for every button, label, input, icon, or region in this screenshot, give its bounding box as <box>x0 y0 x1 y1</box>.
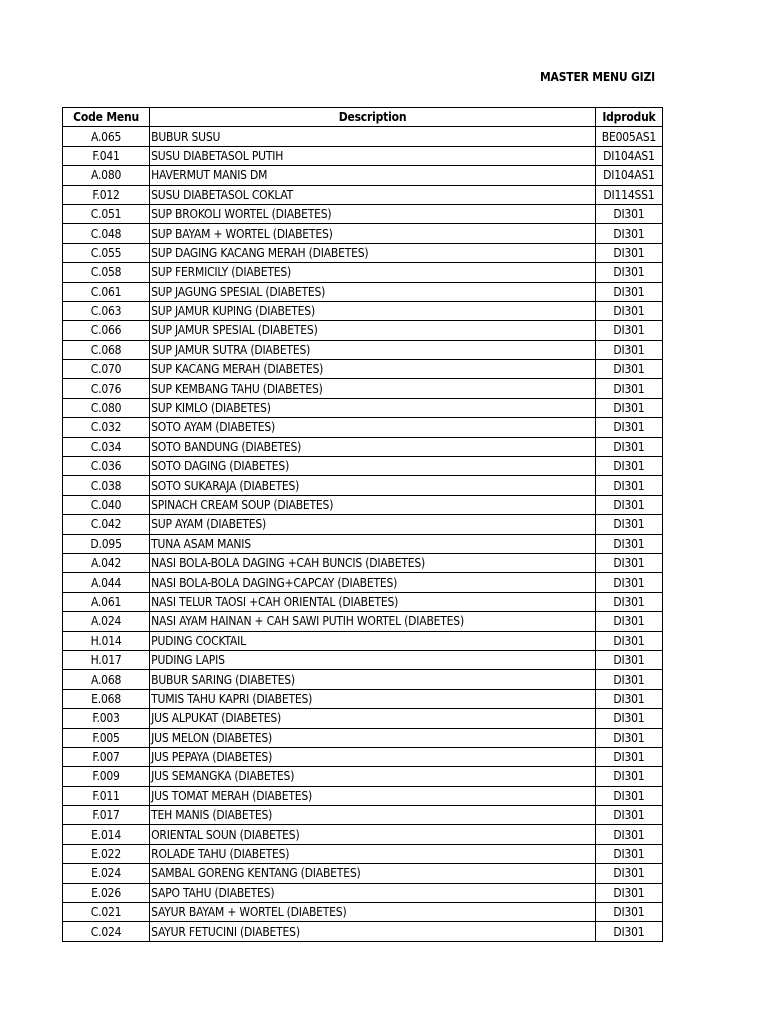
idproduk-cell: DI301 <box>595 495 662 514</box>
description-cell: PUDING COCKTAIL <box>150 631 596 650</box>
table-row <box>63 767 663 786</box>
column-header-idproduk: Idproduk <box>595 108 662 127</box>
description-cell: PUDING LAPIS <box>150 650 596 669</box>
idproduk-cell: DI301 <box>595 689 662 708</box>
table-row <box>63 864 663 883</box>
table-row <box>63 534 663 553</box>
description-cell: SUSU DIABETASOL PUTIH <box>150 146 596 165</box>
description-cell: SAMBAL GORENG KENTANG (DIABETES) <box>150 864 596 883</box>
table-row <box>63 612 663 631</box>
code-cell: C.061 <box>63 282 150 301</box>
table-row <box>63 495 663 514</box>
description-cell: ROLADE TAHU (DIABETES) <box>150 844 596 863</box>
idproduk-cell: DI301 <box>595 398 662 417</box>
table-row <box>63 243 663 262</box>
description-cell: SUP JAMUR SUTRA (DIABETES) <box>150 340 596 359</box>
description-cell: SUP JAGUNG SPESIAL (DIABETES) <box>150 282 596 301</box>
code-cell: E.022 <box>63 844 150 863</box>
description-cell: NASI TELUR TAOSI +CAH ORIENTAL (DIABETES) <box>150 592 596 611</box>
page-title: MASTER MENU GIZI <box>540 70 655 84</box>
idproduk-cell: BE005AS1 <box>595 127 662 146</box>
idproduk-cell: DI301 <box>595 340 662 359</box>
description-cell: SUP DAGING KACANG MERAH (DIABETES) <box>150 243 596 262</box>
code-cell: H.017 <box>63 650 150 669</box>
code-cell: A.024 <box>63 612 150 631</box>
idproduk-cell: DI301 <box>595 515 662 534</box>
idproduk-cell: DI301 <box>595 321 662 340</box>
table-row <box>63 282 663 301</box>
idproduk-cell: DI301 <box>595 243 662 262</box>
description-cell: NASI BOLA-BOLA DAGING +CAH BUNCIS (DIABETES) <box>150 553 596 572</box>
table-row <box>63 360 663 379</box>
idproduk-cell: DI301 <box>595 670 662 689</box>
description-cell: JUS TOMAT MERAH (DIABETES) <box>150 786 596 805</box>
table-row <box>63 224 663 243</box>
table-row <box>63 437 663 456</box>
code-cell: C.063 <box>63 301 150 320</box>
description-cell: SUP AYAM (DIABETES) <box>150 515 596 534</box>
table-row <box>63 883 663 902</box>
code-cell: F.003 <box>63 709 150 728</box>
description-cell: SUP JAMUR SPESIAL (DIABETES) <box>150 321 596 340</box>
table-row <box>63 166 663 185</box>
code-cell: A.044 <box>63 573 150 592</box>
description-cell: SUSU DIABETASOL COKLAT <box>150 185 596 204</box>
description-cell: JUS ALPUKAT (DIABETES) <box>150 709 596 728</box>
table-row <box>63 457 663 476</box>
table-row <box>63 515 663 534</box>
table-row <box>63 476 663 495</box>
table-row <box>63 204 663 223</box>
idproduk-cell: DI301 <box>595 282 662 301</box>
code-cell: F.041 <box>63 146 150 165</box>
description-cell: SAYUR BAYAM + WORTEL (DIABETES) <box>150 903 596 922</box>
code-cell: F.005 <box>63 728 150 747</box>
idproduk-cell: DI301 <box>595 747 662 766</box>
idproduk-cell: DI301 <box>595 786 662 805</box>
code-cell: E.014 <box>63 825 150 844</box>
description-cell: SUP KEMBANG TAHU (DIABETES) <box>150 379 596 398</box>
idproduk-cell: DI301 <box>595 573 662 592</box>
idproduk-cell: DI301 <box>595 592 662 611</box>
description-cell: SUP KACANG MERAH (DIABETES) <box>150 360 596 379</box>
description-cell: SPINACH CREAM SOUP (DIABETES) <box>150 495 596 514</box>
table-row <box>63 650 663 669</box>
code-cell: C.021 <box>63 903 150 922</box>
description-cell: JUS SEMANGKA (DIABETES) <box>150 767 596 786</box>
table-row <box>63 709 663 728</box>
code-cell: E.068 <box>63 689 150 708</box>
code-cell: C.038 <box>63 476 150 495</box>
code-cell: A.061 <box>63 592 150 611</box>
description-cell: JUS PEPAYA (DIABETES) <box>150 747 596 766</box>
description-cell: SOTO SUKARAJA (DIABETES) <box>150 476 596 495</box>
table-row <box>63 379 663 398</box>
code-cell: F.009 <box>63 767 150 786</box>
idproduk-cell: DI301 <box>595 844 662 863</box>
description-cell: ORIENTAL SOUN (DIABETES) <box>150 825 596 844</box>
code-cell: C.040 <box>63 495 150 514</box>
idproduk-cell: DI301 <box>595 553 662 572</box>
code-cell: A.068 <box>63 670 150 689</box>
description-cell: SOTO AYAM (DIABETES) <box>150 418 596 437</box>
idproduk-cell: DI104AS1 <box>595 146 662 165</box>
description-cell: NASI AYAM HAINAN + CAH SAWI PUTIH WORTEL (DIABETES) <box>150 612 596 631</box>
code-cell: C.070 <box>63 360 150 379</box>
description-cell: BUBUR SARING (DIABETES) <box>150 670 596 689</box>
description-cell: HAVERMUT MANIS DM <box>150 166 596 185</box>
idproduk-cell: DI301 <box>595 806 662 825</box>
idproduk-cell: DI301 <box>595 728 662 747</box>
idproduk-cell: DI301 <box>595 709 662 728</box>
description-cell: NASI BOLA-BOLA DAGING+CAPCAY (DIABETES) <box>150 573 596 592</box>
table-row <box>63 922 663 941</box>
code-cell: C.076 <box>63 379 150 398</box>
table-row <box>63 806 663 825</box>
idproduk-cell: DI301 <box>595 360 662 379</box>
idproduk-cell: DI301 <box>595 612 662 631</box>
description-cell: SUP BAYAM + WORTEL (DIABETES) <box>150 224 596 243</box>
table-body <box>63 127 663 941</box>
table-row <box>63 689 663 708</box>
code-cell: H.014 <box>63 631 150 650</box>
description-cell: SUP KIMLO (DIABETES) <box>150 398 596 417</box>
description-cell: TUNA ASAM MANIS <box>150 534 596 553</box>
idproduk-cell: DI104AS1 <box>595 166 662 185</box>
table-row <box>63 573 663 592</box>
code-cell: C.066 <box>63 321 150 340</box>
idproduk-cell: DI301 <box>595 204 662 223</box>
table-row <box>63 321 663 340</box>
table-row <box>63 146 663 165</box>
description-cell: SOTO BANDUNG (DIABETES) <box>150 437 596 456</box>
table-row <box>63 263 663 282</box>
description-cell: SAYUR FETUCINI (DIABETES) <box>150 922 596 941</box>
table-row <box>63 631 663 650</box>
idproduk-cell: DI301 <box>595 263 662 282</box>
description-cell: SUP BROKOLI WORTEL (DIABETES) <box>150 204 596 223</box>
idproduk-cell: DI301 <box>595 224 662 243</box>
idproduk-cell: DI301 <box>595 767 662 786</box>
table-row <box>63 340 663 359</box>
code-cell: C.068 <box>63 340 150 359</box>
column-header-code: Code Menu <box>63 108 150 127</box>
code-cell: F.017 <box>63 806 150 825</box>
description-cell: SOTO DAGING (DIABETES) <box>150 457 596 476</box>
code-cell: C.058 <box>63 263 150 282</box>
code-cell: C.055 <box>63 243 150 262</box>
description-cell: BUBUR SUSU <box>150 127 596 146</box>
idproduk-cell: DI301 <box>595 534 662 553</box>
description-cell: SUP FERMICILY (DIABETES) <box>150 263 596 282</box>
idproduk-cell: DI301 <box>595 650 662 669</box>
menu-table <box>62 107 663 942</box>
code-cell: C.032 <box>63 418 150 437</box>
idproduk-cell: DI301 <box>595 631 662 650</box>
idproduk-cell: DI114SS1 <box>595 185 662 204</box>
idproduk-cell: DI301 <box>595 864 662 883</box>
idproduk-cell: DI301 <box>595 476 662 495</box>
table-row <box>63 553 663 572</box>
code-cell: C.034 <box>63 437 150 456</box>
table-row <box>63 301 663 320</box>
description-cell: TUMIS TAHU KAPRI (DIABETES) <box>150 689 596 708</box>
description-cell: SUP JAMUR KUPING (DIABETES) <box>150 301 596 320</box>
table-row <box>63 747 663 766</box>
idproduk-cell: DI301 <box>595 825 662 844</box>
code-cell: C.024 <box>63 922 150 941</box>
code-cell: E.024 <box>63 864 150 883</box>
description-cell: SAPO TAHU (DIABETES) <box>150 883 596 902</box>
idproduk-cell: DI301 <box>595 883 662 902</box>
table-row <box>63 825 663 844</box>
code-cell: C.080 <box>63 398 150 417</box>
code-cell: C.036 <box>63 457 150 476</box>
code-cell: A.042 <box>63 553 150 572</box>
table-row <box>63 670 663 689</box>
code-cell: C.051 <box>63 204 150 223</box>
code-cell: F.011 <box>63 786 150 805</box>
idproduk-cell: DI301 <box>595 379 662 398</box>
idproduk-cell: DI301 <box>595 437 662 456</box>
column-header-description: Description <box>150 108 596 127</box>
idproduk-cell: DI301 <box>595 903 662 922</box>
idproduk-cell: DI301 <box>595 301 662 320</box>
idproduk-cell: DI301 <box>595 457 662 476</box>
table-row <box>63 185 663 204</box>
table-row <box>63 127 663 146</box>
table-row <box>63 398 663 417</box>
code-cell: A.065 <box>63 127 150 146</box>
idproduk-cell: DI301 <box>595 922 662 941</box>
code-cell: C.048 <box>63 224 150 243</box>
table-row <box>63 728 663 747</box>
code-cell: E.026 <box>63 883 150 902</box>
table-row <box>63 592 663 611</box>
table-header-row <box>63 108 663 127</box>
table-row <box>63 786 663 805</box>
code-cell: F.012 <box>63 185 150 204</box>
description-cell: TEH MANIS (DIABETES) <box>150 806 596 825</box>
table-row <box>63 418 663 437</box>
code-cell: F.007 <box>63 747 150 766</box>
code-cell: C.042 <box>63 515 150 534</box>
idproduk-cell: DI301 <box>595 418 662 437</box>
table-row <box>63 844 663 863</box>
code-cell: D.095 <box>63 534 150 553</box>
table-row <box>63 903 663 922</box>
description-cell: JUS MELON (DIABETES) <box>150 728 596 747</box>
code-cell: A.080 <box>63 166 150 185</box>
